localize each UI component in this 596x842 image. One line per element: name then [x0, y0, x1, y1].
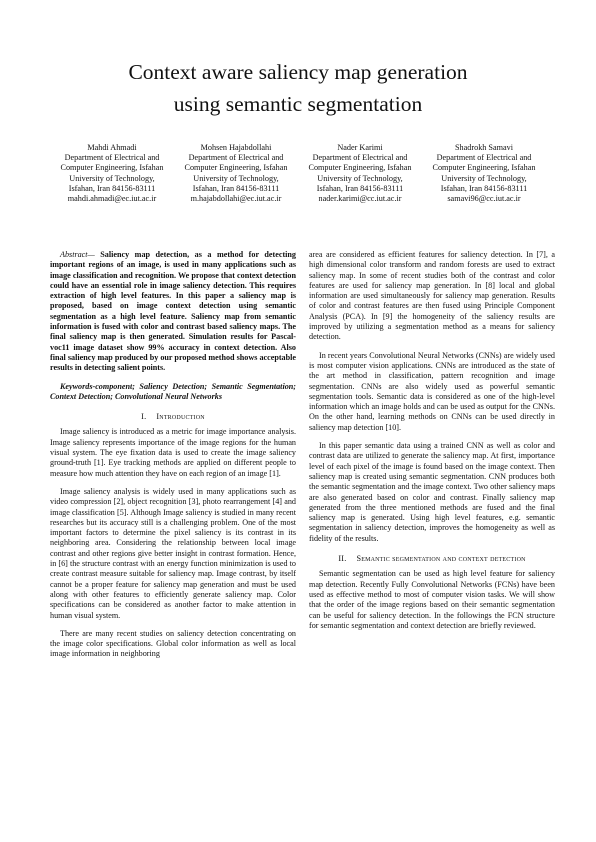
author-address: Isfahan, Iran 84156-83111 — [316, 183, 404, 193]
author-2 — [174, 143, 298, 204]
author-address: Isfahan, Iran 84156-83111 — [192, 183, 280, 193]
author-affiliation: Department of Electrical and — [436, 153, 532, 163]
author-3 — [298, 143, 422, 204]
keywords-text: Saliency Detection; Semantic Segmentation; Context Detection; Convolutional Neural Networks — [50, 381, 296, 401]
author-email: samavi96@cc.iut.ac.ir — [447, 194, 521, 204]
author-block — [50, 143, 546, 204]
author-4 — [422, 143, 546, 204]
author-name: Shadrokh Samavi — [455, 143, 513, 152]
title-line-1: Context aware saliency map generation — [128, 60, 468, 84]
section-number: I. — [141, 412, 147, 422]
author-email: nader.karimi@cc.iut.ac.ir — [318, 194, 402, 204]
author-affiliation: University of Technology, — [69, 173, 155, 183]
paper-title — [0, 56, 596, 120]
section-title: Introduction — [156, 412, 205, 422]
author-affiliation: Department of Electrical and — [312, 153, 408, 163]
paragraph: Image saliency is introduced as a metric for image importance analysis. Image saliency represents importance of the image regions for the human visual system. The eye fixation data is used to create the image saliency ground-truth [1]. Eye tracking methods are applied on different people to measure how much attention they have on each region of an image [1]. — [50, 427, 296, 478]
section-heading-introduction — [50, 412, 296, 422]
paragraph: Semantic segmentation can be used as high level feature for saliency map detection. Recently Fully Convolutional Networks (FCNs) have been used as effective method to most of computer vision tasks. We will show that the order of the image regions based on their semantic segmentation can be useful for saliency detection. In the followings the FCN structure for semantic segmentation and context detection are briefly reviewed. — [309, 569, 555, 630]
left-column — [50, 250, 296, 660]
right-column — [309, 250, 555, 631]
paragraph: In this paper semantic data using a trained CNN as well as color and contrast data are utilized to generate the saliency map. At first, importance level of each pixel of the image is found based on the image context. Then saliency map is created using semantic segmentation. CNN produces both the semantic segmentation and the image context. Two other saliency maps are also generated based on color and contrast. Finally saliency map generated from the three mentioned methods are fused and the final saliency map is generated. Using high level features, e.g. semantic segmentation in saliency detection, improves the homogeneity as well as fidelity of the results. — [309, 441, 555, 543]
author-affiliation: Computer Engineering, Isfahan — [308, 163, 412, 173]
paragraph: area are considered as efficient features for saliency detection. In [7], a high dimensional color transform and random forests are used to extract saliency map. In some of recent studies both of the contrast and color features are used for saliency map generation. In [8] local and global information are used simultaneously for saliency map generation. Results of color and contrast features are then fused using Principle Component Analysis (PCA). In [9] the homogeneity of the saliency results are improved by utilizing a segmentation method as a means for saliency detection. — [309, 250, 555, 342]
section-number: II. — [338, 554, 347, 564]
abstract-label: Abstract— — [60, 250, 95, 259]
abstract — [50, 250, 296, 374]
section-title: Semantic segmentation and context detection — [356, 554, 526, 564]
author-affiliation: University of Technology, — [317, 173, 403, 183]
paragraph: In recent years Convolutional Neural Networks (CNNs) are widely used is most computer vision applications. CNNs are introduced as the state of the art method in classification, pattern recognition and image segmentation. CNNs are also widely used as powerful semantic segmentation tools. Semantic data is considered as one of the high-level information which an image holds and can be used as output for the CNNs. On the other hand, learning methods on CNNs can be used directly in saliency map detection [10]. — [309, 350, 555, 432]
author-affiliation: Department of Electrical and — [188, 153, 284, 163]
author-affiliation: University of Technology, — [441, 173, 527, 183]
paragraph: There are many recent studies on saliency detection concentrating on the image color specifications. Global color information as well as local image information in neighboring — [50, 628, 296, 659]
author-affiliation: Department of Electrical and — [64, 153, 160, 163]
author-email: mahdi.ahmadi@ec.iut.ac.ir — [67, 194, 157, 204]
author-name: Nader Karimi — [337, 143, 383, 152]
paragraph: Image saliency analysis is widely used in many applications such as video compression [2], object recognition [3], photo rearrangement [4] and image classification [5]. Although Image saliency is studied in many recent researches but its accuracy still is a challenging problem. One of the most important factors to determine the pixel saliency is its contrast in its neighboring area. Considering the relationship between local image contrast and other regions give better insight in contrast formation. Hence, in [6] the structure contrast with an energy function minimization is used to create contrast measure suitable for saliency map. Image contrast, by itself cannot be a proper feature for saliency map generation and must be used along with other features to efficiently generate saliency map. Color specifications can be considered as another factor to make attention in human visual system. — [50, 486, 296, 620]
author-1 — [50, 143, 174, 204]
abstract-text: Saliency map detection, as a method for detecting important regions of an image, is used in many applications such as image classification and recognition. We propose that context detection could have an essential role in image saliency detection. This requires extraction of high level features. In this paper a saliency map is proposed, based on image context detection using semantic segmentation as a high level feature. Saliency map from semantic information is fused with color and contrast based saliency maps. The final saliency map is then generated. Simulation results for Pascal-voc11 image dataset show 99% accuracy in context detection. Also final saliency map produced by our proposed method shows acceptable results in detecting salient points. — [50, 250, 296, 373]
title-line-2: using semantic segmentation — [173, 92, 423, 116]
keywords — [50, 382, 296, 403]
author-affiliation: Computer Engineering, Isfahan — [184, 163, 288, 173]
keywords-label: Keywords-component; — [60, 381, 135, 391]
author-email: m.hajabdollahi@ec.iut.ac.ir — [190, 194, 282, 204]
author-address: Isfahan, Iran 84156-83111 — [440, 183, 528, 193]
author-address: Isfahan, Iran 84156-83111 — [68, 183, 156, 193]
author-affiliation: University of Technology, — [193, 173, 279, 183]
section-heading-semantic-segmentation — [309, 554, 555, 564]
author-name: Mohsen Hajabdollahi — [200, 143, 272, 152]
author-affiliation: Computer Engineering, Isfahan — [432, 163, 536, 173]
author-name: Mahdi Ahmadi — [87, 143, 137, 152]
author-affiliation: Computer Engineering, Isfahan — [60, 163, 164, 173]
